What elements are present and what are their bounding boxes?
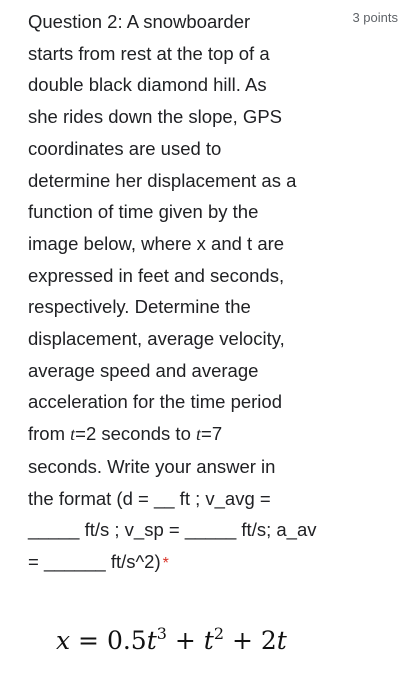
displacement-equation — [56, 626, 287, 655]
points-label: 3 points — [352, 10, 398, 25]
eq-part: = 0.5 — [70, 626, 147, 655]
question-line: displacement, average velocity, — [28, 328, 285, 350]
eq-x: x — [56, 626, 71, 655]
eq-exponent: 2 — [213, 624, 225, 643]
question-line: starts from rest at the top of a — [28, 42, 270, 64]
required-marker: * — [162, 554, 169, 572]
from-mid: =2 seconds to — [75, 423, 197, 445]
question-line-last — [28, 546, 358, 580]
question-text — [28, 6, 358, 580]
eq-exponent: 3 — [156, 624, 167, 643]
question-line: the format (d = __ ft ; v_avg = — [28, 487, 271, 509]
eq-part: + 2 — [224, 626, 277, 655]
question-line: she rides down the slope, GPS — [28, 106, 283, 128]
question-line: determine her displacement as a — [28, 169, 297, 191]
question-line: respectively. Determine the — [28, 296, 251, 318]
question-line: coordinates are used to — [28, 137, 222, 159]
question-line: expressed in feet and seconds, — [28, 264, 285, 286]
question-line-time-range — [28, 418, 358, 451]
t-variable: t — [70, 424, 76, 445]
format-tail: = ______ ft/s^2) — [28, 550, 161, 572]
question-line: image below, where x and t are — [28, 232, 285, 254]
question-line: seconds. Write your answer in — [28, 455, 276, 477]
from-end: =7 — [201, 423, 223, 445]
t-variable: t — [196, 424, 202, 445]
question-line: _____ ft/s ; v_sp = _____ ft/s; a_av — [28, 519, 317, 541]
eq-t: t — [146, 626, 157, 655]
eq-t: t — [276, 626, 287, 655]
question-line: double black diamond hill. As — [28, 74, 267, 96]
question-line: Question 2: A snowboarder — [28, 11, 251, 32]
question-line: average speed and average — [28, 359, 259, 381]
question-line: acceleration for the time period — [28, 391, 282, 413]
question-line: function of time given by the — [28, 201, 259, 223]
from-prefix: from — [28, 423, 71, 445]
eq-part: + — [166, 626, 204, 655]
eq-t: t — [203, 626, 214, 655]
